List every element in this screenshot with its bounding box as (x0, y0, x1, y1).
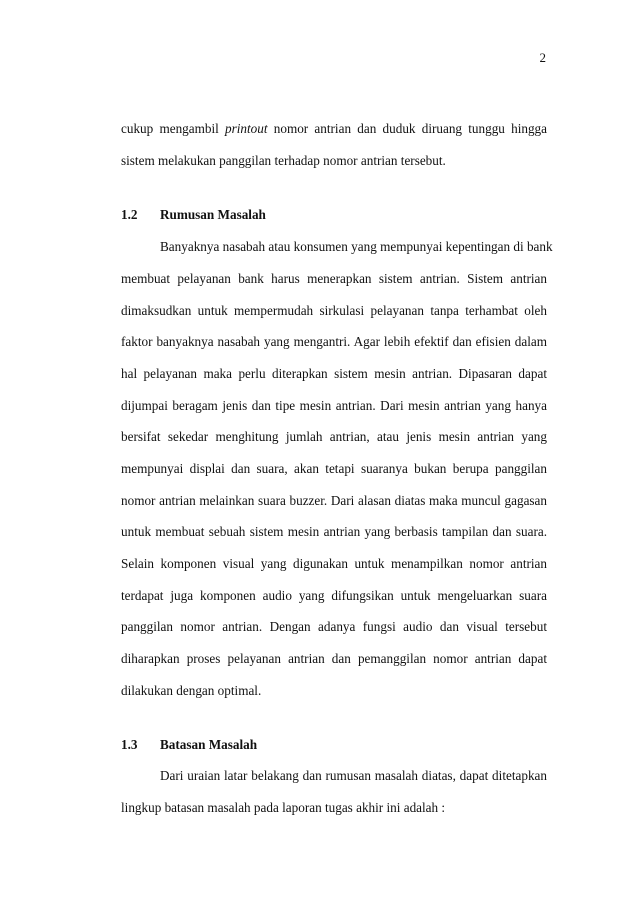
paragraph-line: faktor banyaknya nasabah yang mengantri. Agar lebih efektif dan efisien dalam (121, 334, 547, 349)
section-number: 1.2 (121, 207, 138, 222)
paragraph-line: terdapat juga komponen audio yang difungsikan untuk mengeluarkan suara (121, 588, 547, 603)
paragraph-line: Selain komponen visual yang digunakan untuk menampilkan nomor antrian (121, 556, 547, 571)
italic-term: printout (225, 121, 268, 136)
paragraph-line: lingkup batasan masalah pada laporan tugas akhir ini adalah : (121, 800, 446, 815)
section-title: Rumusan Masalah (160, 207, 266, 222)
section-title: Batasan Masalah (160, 737, 258, 752)
text-run: nomor antrian dan duduk diruang tunggu hingga (267, 121, 547, 136)
paragraph-line: panggilan nomor antrian. Dengan adanya fungsi audio dan visual tersebut (121, 619, 547, 634)
paragraph-line: untuk membuat sebuah sistem mesin antrian yang berbasis tampilan dan suara. (121, 524, 547, 539)
paragraph-line: hal pelayanan maka perlu diterapkan sistem mesin antrian. Dipasaran dapat (121, 366, 547, 381)
section-heading (121, 737, 257, 753)
section-heading (121, 207, 266, 223)
paragraph-line: membuat pelayanan bank harus menerapkan sistem antrian. Sistem antrian (121, 271, 547, 286)
paragraph-line: diharapkan proses pelayanan antrian dan pemanggilan nomor antrian dapat (121, 651, 547, 666)
text-run: cukup mengambil (121, 121, 226, 136)
paragraph-line: nomor antrian melainkan suara buzzer. Dari alasan diatas maka muncul gagasan (121, 493, 547, 508)
section-number: 1.3 (121, 737, 138, 752)
page-number: 2 (539, 50, 546, 65)
paragraph-line: sistem melakukan panggilan terhadap nomor antrian tersebut. (121, 153, 446, 168)
paragraph-line: dilakukan dengan optimal. (121, 683, 262, 698)
paragraph-line: dimaksudkan untuk mempermudah sirkulasi pelayanan tanpa terhambat oleh (121, 303, 547, 318)
paragraph-line: Dari uraian latar belakang dan rumusan masalah diatas, dapat ditetapkan (160, 768, 547, 783)
paragraph-line: bersifat sekedar menghitung jumlah antrian, atau jenis mesin antrian yang (121, 429, 547, 444)
paragraph-line (121, 121, 547, 137)
paragraph-line: dijumpai beragam jenis dan tipe mesin antrian. Dari mesin antrian yang hanya (121, 398, 547, 413)
paragraph-line: Banyaknya nasabah atau konsumen yang mempunyai kepentingan di bank (160, 239, 553, 254)
paragraph-line: mempunyai displai dan suara, akan tetapi suaranya bukan berupa panggilan (121, 461, 547, 476)
